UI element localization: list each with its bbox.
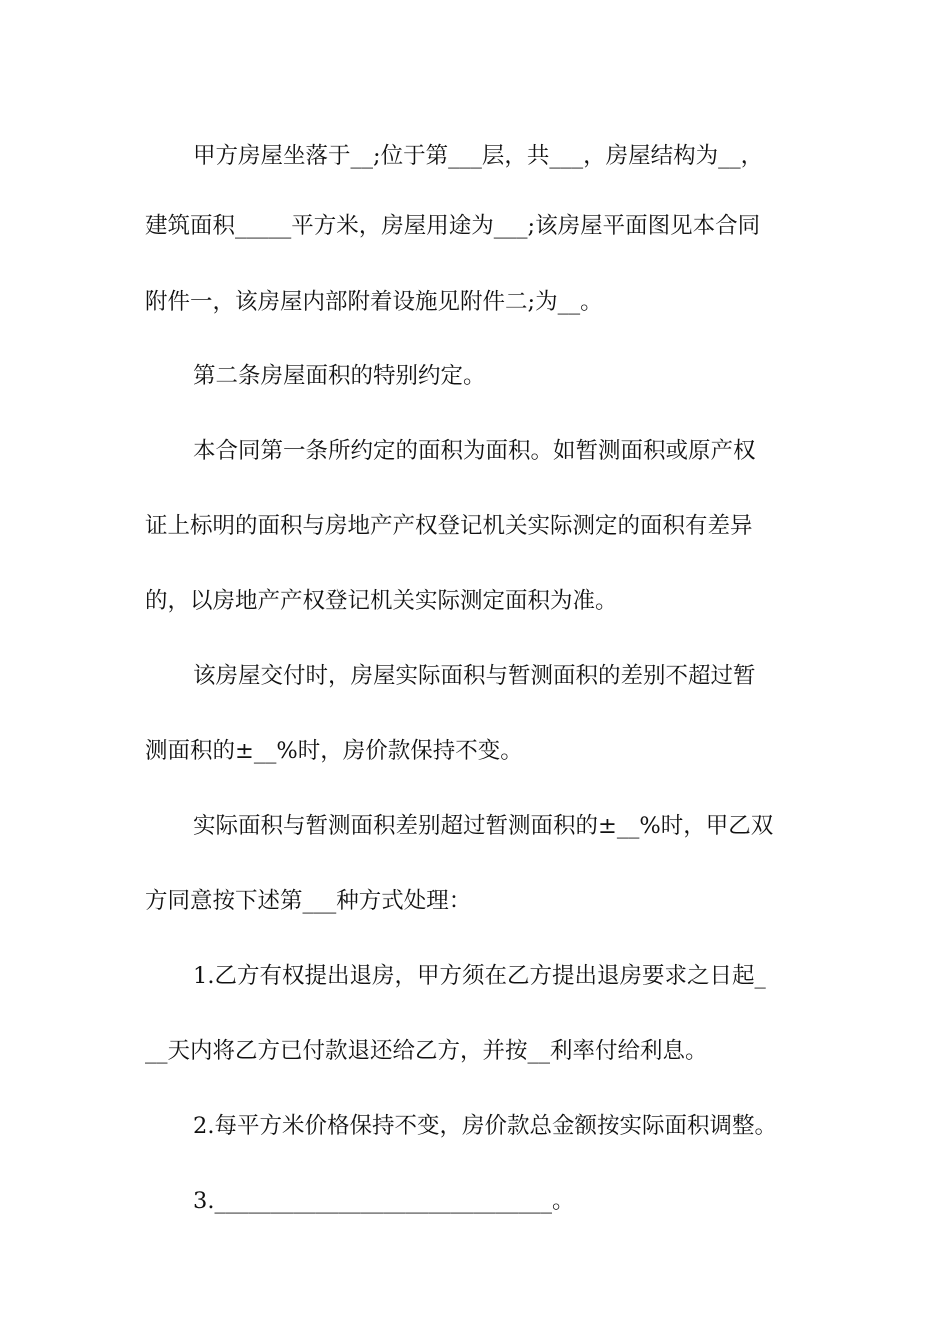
paragraph-line: 证上标明的面积与房地产产权登记机关实际测定的面积有差异 bbox=[145, 513, 753, 539]
paragraph-line: 建筑面积_____平方米，房屋用途为___;该房屋平面图见本合同 bbox=[145, 213, 761, 239]
section-heading: 第二条房屋面积的特别约定。 bbox=[193, 363, 486, 389]
paragraph-line: 甲方房屋坐落于__;位于第___层，共___，房屋结构为__， bbox=[193, 143, 764, 169]
paragraph-line: 附件一，该房屋内部附着设施见附件二;为__。 bbox=[145, 289, 603, 315]
paragraph-line: 方同意按下述第___种方式处理： bbox=[145, 888, 472, 914]
list-item: 1.乙方有权提出退房，甲方须在乙方提出退房要求之日起_ bbox=[193, 963, 766, 989]
paragraph-line: 测面积的±__%时，房价款保持不变。 bbox=[145, 738, 523, 764]
paragraph-line: 实际面积与暂测面积差别超过暂测面积的±__%时，甲乙双 bbox=[193, 813, 774, 839]
paragraph-line: 该房屋交付时，房屋实际面积与暂测面积的差别不超过暂 bbox=[193, 663, 756, 689]
paragraph-line: 的，以房地产产权登记机关实际测定面积为准。 bbox=[145, 588, 618, 614]
paragraph-line: 本合同第一条所约定的面积为面积。如暂测面积或原产权 bbox=[193, 438, 756, 464]
list-item: 2.每平方米价格保持不变，房价款总金额按实际面积调整。 bbox=[193, 1113, 777, 1139]
list-item: 3.______________________________。 bbox=[193, 1188, 575, 1214]
list-item-continuation: __天内将乙方已付款退还给乙方，并按__利率付给利息。 bbox=[145, 1038, 708, 1064]
